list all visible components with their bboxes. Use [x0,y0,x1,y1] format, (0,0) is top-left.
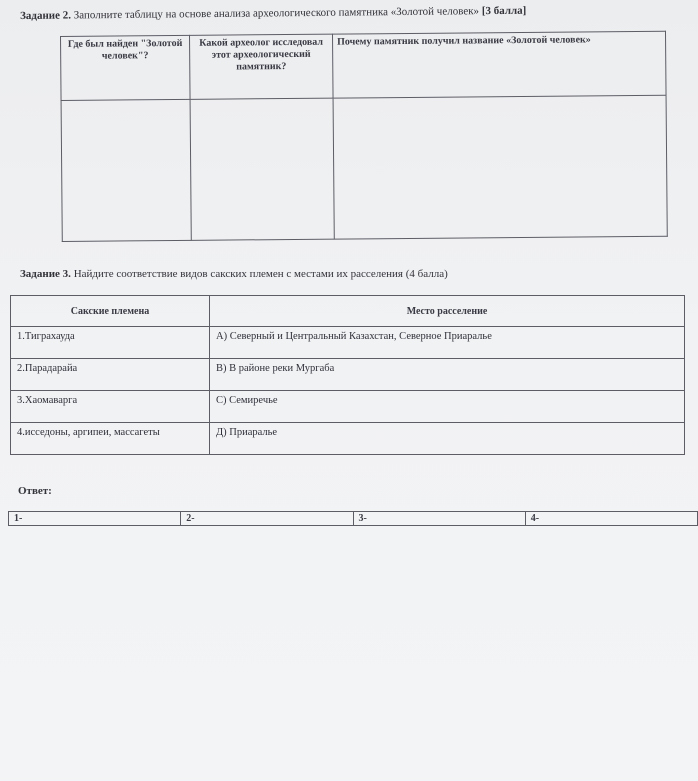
task3-number: Задание 3. [20,268,71,280]
table-row [11,423,685,455]
table-row [11,359,685,391]
answer-label: Ответ: [18,485,52,497]
tribe-cell: 1.Тиграхауда [11,327,210,359]
task3-header-row [11,296,685,327]
task2-answer-cell-who[interactable] [190,98,334,240]
task2-instruction: Заполните таблицу на основе анализа археологического памятника «Золотой человек» [70,5,482,22]
task3-table [10,295,685,455]
answer-row [9,512,698,526]
answer-cell-1[interactable]: 1- [9,512,181,526]
answer-cell-3[interactable]: 3- [353,512,525,526]
answer-cell-2[interactable]: 2- [181,512,353,526]
task2-answer-cell-why[interactable] [333,95,667,239]
table-row [11,327,685,359]
task2-table [60,31,668,242]
task2-points: [3 балла] [481,4,527,18]
answer-table [8,511,698,526]
task2-header-why-named: Почему памятник получил название «Золотой человек» [332,31,666,98]
task3-header-places: Место расселение [210,296,685,327]
place-cell: В) В районе реки Мургаба [210,359,685,391]
task3-header-tribes: Сакские племена [11,296,210,327]
task2-header-archaeologist: Какой археолог исследовал этот археологический памятник? [189,34,333,99]
tribe-cell: 2.Парадарайа [11,359,210,391]
task3-title [20,268,448,280]
answer-cell-4[interactable]: 4- [525,512,697,526]
task2-header-row [61,31,667,100]
place-cell: Д) Приаралье [210,423,685,455]
table-row [11,391,685,423]
task2-number: Задание 2. [20,9,72,22]
place-cell: С) Семиречье [210,391,685,423]
task2-header-where-found: Где был найден "Золотой человек"? [61,35,191,100]
task2-answer-row [61,95,667,241]
tribe-cell: 4.исседоны, аргипеи, массагеты [11,423,210,455]
task2-title [20,5,526,22]
task3-instruction: Найдите соответствие видов сакских племен с местами их расселения (4 балла) [70,268,448,280]
tribe-cell: 3.Хаомаварга [11,391,210,423]
task2-answer-cell-where[interactable] [61,99,191,241]
place-cell: А) Северный и Центральный Казахстан, Северное Приаралье [210,327,685,359]
